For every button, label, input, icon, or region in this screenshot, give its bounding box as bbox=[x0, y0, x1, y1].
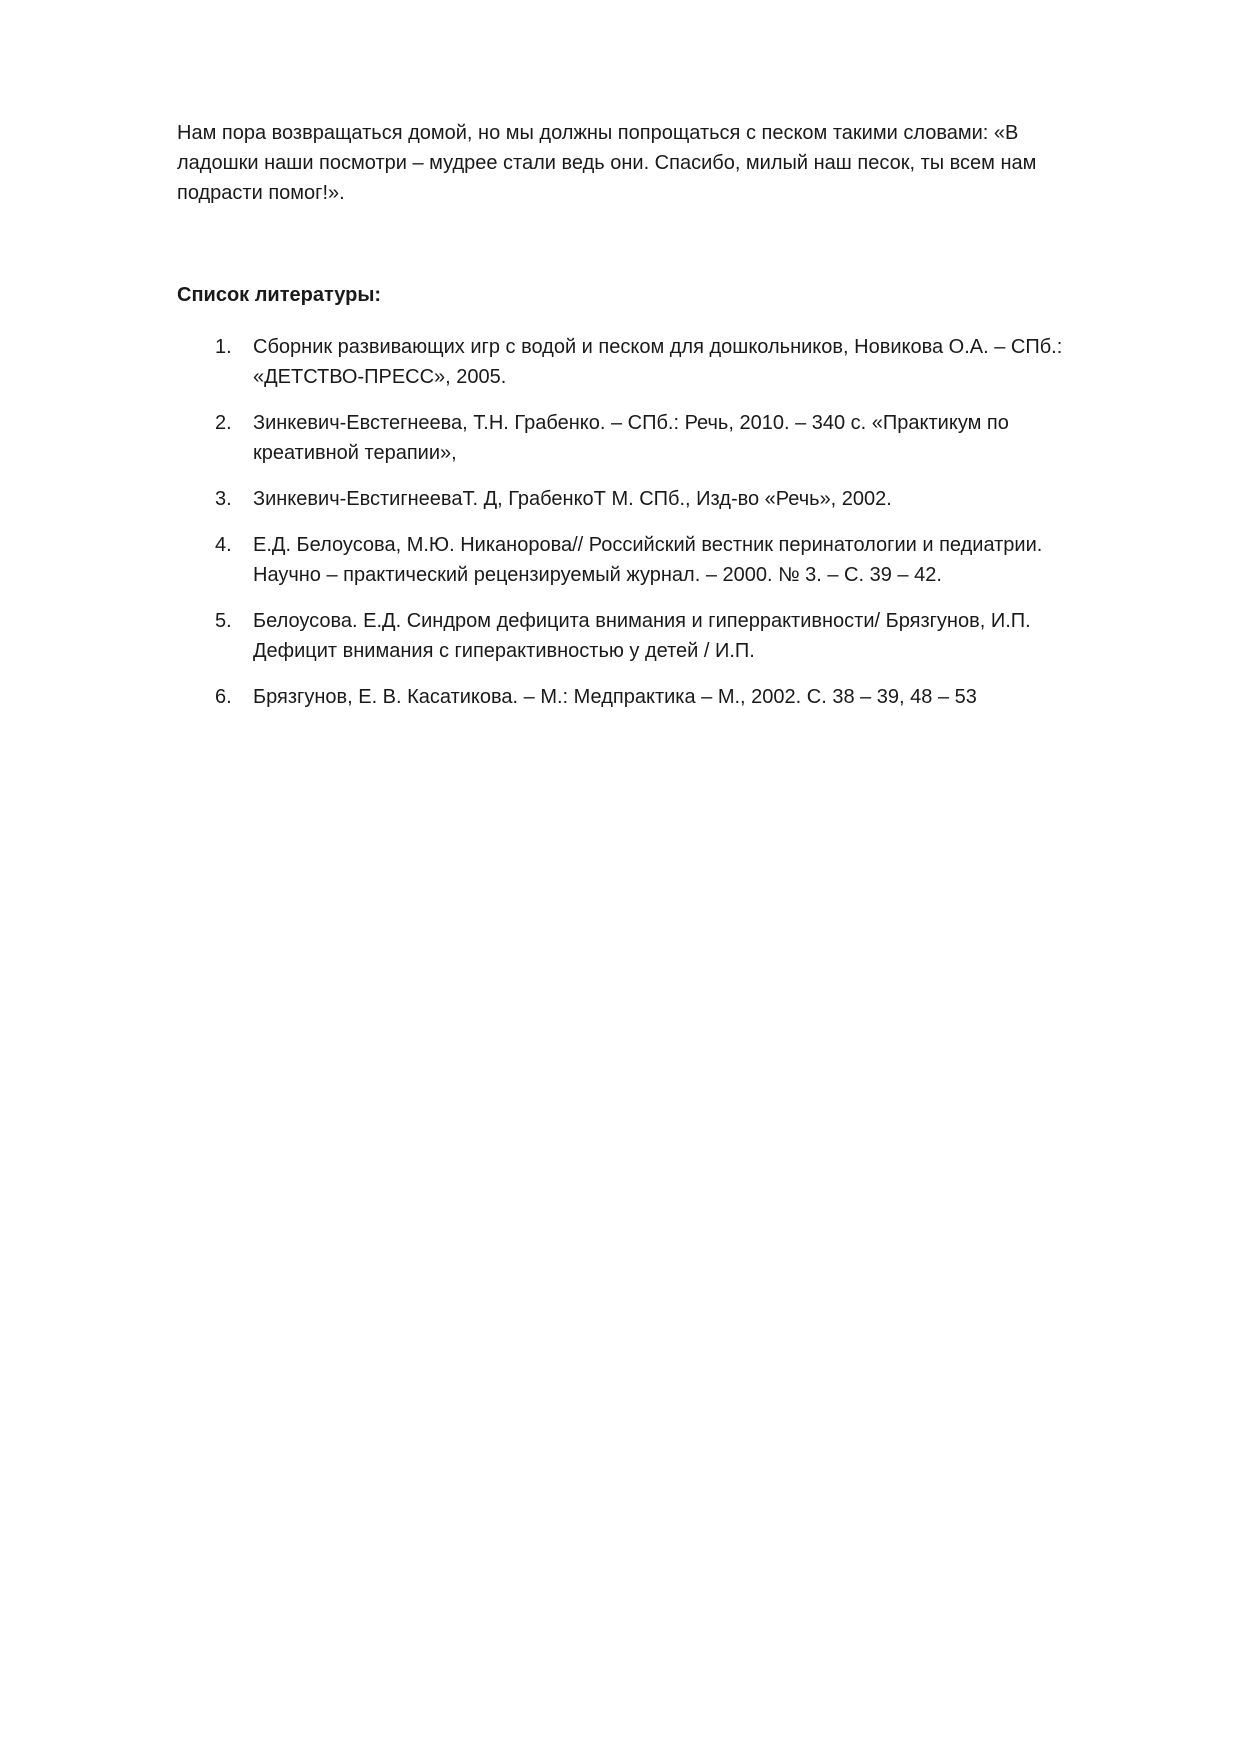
reference-number: 5. bbox=[215, 610, 232, 632]
reference-text: Зинкевич-Евстегнеева, Т.Н. Грабенко. – СПб.: Речь, 2010. – 340 с. «Практикум по креативной терапии», bbox=[253, 412, 1009, 464]
reference-number: 4. bbox=[215, 534, 232, 556]
reference-text: Е.Д. Белоусова, М.Ю. Никанорова// Российский вестник перинатологии и педиатрии. Научно – практический рецензируемый журнал. – 2000. № 3. – С. 39 – 42. bbox=[253, 534, 1043, 586]
reference-item bbox=[177, 484, 1097, 514]
page-content bbox=[177, 118, 1097, 728]
reference-item bbox=[177, 408, 1097, 468]
reference-item bbox=[177, 332, 1097, 392]
reference-item bbox=[177, 682, 1097, 712]
reference-text: Брязгунов, Е. В. Касатикова. – М.: Медпрактика – М., 2002. С. 38 – 39, 48 – 53 bbox=[253, 686, 977, 708]
reference-number: 3. bbox=[215, 488, 232, 510]
reference-number: 2. bbox=[215, 412, 232, 434]
reference-text: Зинкевич-ЕвстигнееваТ. Д, ГрабенкоТ М. СПб., Изд-во «Речь», 2002. bbox=[253, 488, 892, 510]
reference-number: 1. bbox=[215, 336, 232, 358]
reference-number: 6. bbox=[215, 686, 232, 708]
reference-text: Белоусова. Е.Д. Синдром дефицита внимания и гиперрактивности/ Брязгунов, И.П. Дефицит внимания с гиперактивностью у детей / И.П. bbox=[253, 610, 1031, 662]
references-list bbox=[177, 332, 1097, 712]
references-title: Список литературы: bbox=[177, 284, 382, 306]
reference-item bbox=[177, 530, 1097, 590]
intro-paragraph: Нам пора возвращаться домой, но мы должны попрощаться с песком такими словами: «В ладошки наши посмотри – мудрее стали ведь они. Спасибо, милый наш песок, ты всем нам подрасти помог!». bbox=[177, 122, 1037, 204]
reference-text: Сборник развивающих игр с водой и песком для дошкольников, Новикова О.А. – СПб.: «ДЕТСТВО-ПРЕСС», 2005. bbox=[253, 336, 1063, 388]
reference-item bbox=[177, 606, 1097, 666]
